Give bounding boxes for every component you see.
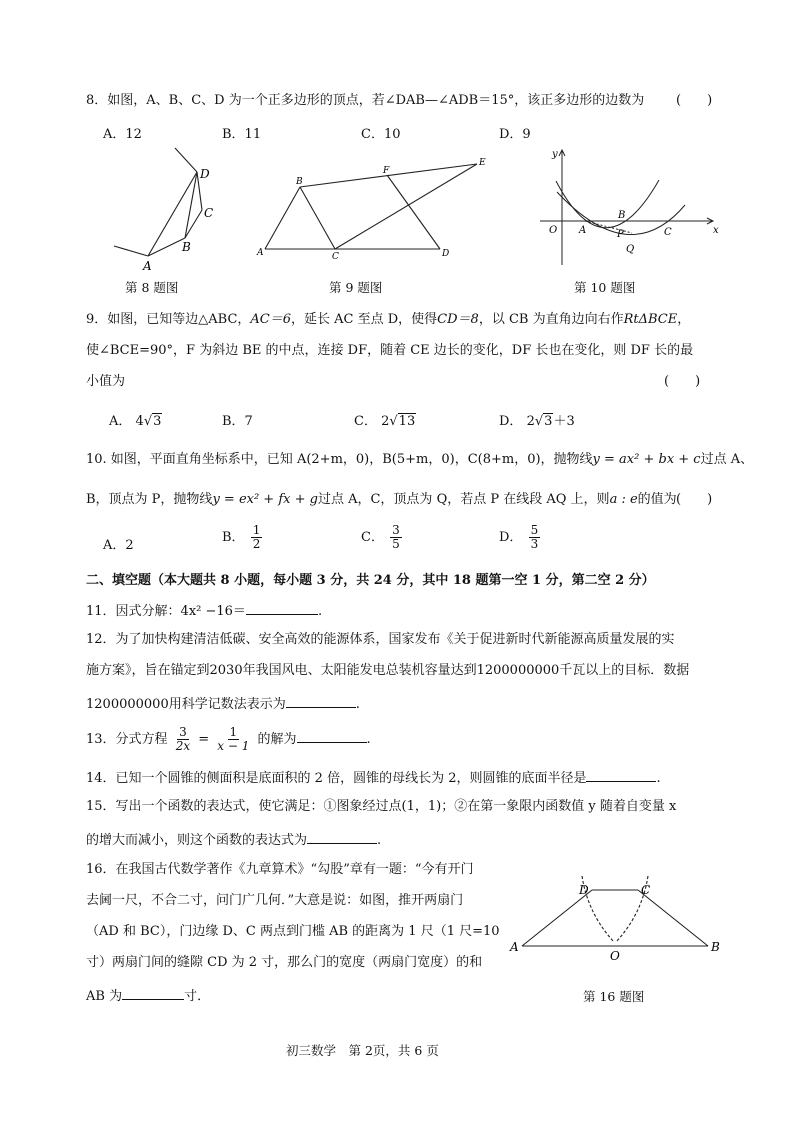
fig9-edge-ce [335, 164, 477, 249]
sqrt-icon: √ [389, 414, 398, 429]
figure-8 [100, 140, 240, 275]
figure-9 [255, 155, 495, 265]
q15-line-2: 的增大而减小，则这个函数的表达式为 . [86, 829, 381, 850]
q16-line-5: AB 为 寸． [86, 985, 210, 1006]
q16-answer-blank[interactable] [122, 985, 184, 1000]
fig16-door-ad [522, 890, 592, 946]
q11: 11．因式分解：4x² −16＝ . [86, 600, 322, 621]
q16-line-2: 去阃一尺，不合二寸，问门广几何．”大意是说：如图，推开两扇门 [86, 893, 464, 908]
fraction: $\frac{1}{2}$ [252, 523, 261, 551]
fig16-label-c: C [641, 883, 651, 897]
q9-option-b: B．7 [222, 414, 253, 429]
fig10-label-o: O [549, 225, 558, 236]
sqrt-icon: √ [143, 414, 153, 429]
fig9-label-f: F [383, 166, 390, 176]
fig9-label-e: E [479, 158, 486, 168]
q10-line-2: B，顶点为 P，抛物线y = ex² + fx + g过点 A，C，顶点为 Q，若点 P 在线段 AQ 上，则a : e的值为 [86, 492, 677, 507]
q9-option-d: D． 2√3＋3 [499, 414, 575, 429]
fig10-label-b: B [618, 210, 626, 221]
figure-10 [535, 145, 725, 270]
fig10-caption: 第 10 题图 [574, 280, 636, 295]
fig8-label-b: B [182, 240, 191, 254]
section-2-heading: 二、填空题（本大题共 8 小题，每小题 3 分，共 24 分，其中 18 题第一空 1 分，第二空 2 分） [86, 573, 655, 588]
q8-option-c: C．10 [361, 127, 401, 142]
q15-answer-blank[interactable] [307, 829, 377, 844]
fig10-label-p: P [617, 229, 624, 240]
q9-line-2: 使∠BCE=90°，F 为斜边 BE 的中点，连接 DF，随着 CE 边长的变化，DF 长也在变化，则 DF 长的最 [86, 343, 694, 358]
fig9-caption: 第 9 题图 [329, 280, 383, 295]
fig8-label-a: A [143, 259, 152, 273]
fig8-label-d: D [200, 167, 210, 181]
q10-option-a: A．2 [103, 538, 134, 553]
fraction: $\frac{1}{x - 1}$ [217, 725, 250, 753]
q11-answer-blank[interactable] [246, 600, 318, 615]
q10-line-1: 10. 如图，平面直角坐标系中，已知 A(2+m，0)，B(5+m，0)，C(8+m，0)，抛物线y = ax² + bx + c过点 A、 [86, 452, 754, 467]
fig10-label-q: Q [626, 244, 635, 255]
q14: 14．已知一个圆锥的侧面积是底面积的 2 倍，圆锥的母线长为 2，则圆锥的底面半径是 . [86, 767, 661, 788]
q9-line-3: 小值为 [86, 374, 126, 389]
fig10-label-c: C [664, 227, 672, 238]
fig10-label-a: A [579, 225, 587, 236]
q15-line-1: 15．写出一个函数的表达式，使它满足：①图象经过点(1，1)；②在第一象限内函数值 y 随着自变量 x [86, 799, 677, 814]
q8-answer-paren: ( ) [676, 93, 713, 108]
q10-option-b: B． $\frac{1}{2}$ [222, 523, 261, 551]
q8-option-a: A．12 [103, 127, 142, 142]
fig9-edge-ab [265, 187, 300, 249]
q12-answer-blank[interactable] [286, 693, 356, 708]
page-footer: 初三数学 第 2页，共 6 页 [286, 1043, 439, 1058]
q16-line-4: 寸）两扇门间的缝隙 CD 为 2 寸，那么门的宽度（两扇门宽度）的和 [86, 955, 483, 970]
fraction: $\frac{5}{3}$ [530, 523, 539, 551]
fig10-segment-aq [585, 221, 632, 233]
fig9-label-d: D [442, 249, 450, 259]
q12-line-1: 12．为了加快构建清洁低碳、安全高效的能源体系，国家发布《关于促进新时代新能源高质量发展的实 [86, 632, 675, 647]
q16-line-3: （AD 和 BC），门边缘 D、C 两点到门槛 AB 的距离为 1 尺（1 尺=10 [86, 924, 500, 939]
q10-option-c: C． $\frac{3}{5}$ [361, 523, 400, 551]
fig9-label-b: B [296, 177, 303, 187]
sqrt-icon: √ [534, 414, 544, 429]
fig10-label-y: y [552, 149, 558, 160]
q12-line-3: 1200000000用科学记数法表示为 . [86, 693, 360, 714]
q12-line-2: 施方案》，旨在锚定到2030年我国风电、太阳能发电总装机容量达到1200000000千瓦以上的目标．数据 [86, 663, 690, 678]
fig8-label-c: C [204, 206, 214, 220]
figure-16 [508, 862, 728, 970]
q9-option-a: A． 4√3 [109, 414, 162, 429]
fig16-label-a: A [510, 940, 519, 954]
fig16-caption: 第 16 题图 [583, 989, 645, 1004]
q9-option-c: C． 2√13 [354, 414, 416, 429]
q8-option-b: B．11 [222, 127, 262, 142]
fig8-edge [114, 246, 148, 256]
fig10-label-x: x [713, 225, 719, 236]
q8-stem: 8．如图，A、B、C、D 为一个正多边形的顶点，若∠DAB—∠ADB＝15°，该正多边形的边数为 [86, 93, 645, 108]
fig16-label-b: B [711, 940, 720, 954]
q8-option-d: D．9 [499, 127, 531, 142]
q16-line-1: 16．在我国古代数学著作《九章算术》“勾股”章有一题：“今有开门 [86, 862, 474, 877]
fig16-label-o: O [610, 949, 620, 963]
fig9-edge-fd [387, 175, 440, 249]
q14-answer-blank[interactable] [586, 767, 656, 782]
q9-answer-paren: ( ) [664, 374, 701, 389]
fig8-caption: 第 8 题图 [125, 280, 179, 295]
q13: 13．分式方程 $\frac{3}{2x}$ = $\frac{1}{x - 1}$ 的解为 . [86, 725, 371, 753]
q13-answer-blank[interactable] [297, 728, 367, 743]
fig8-edge [175, 148, 197, 172]
fig9-label-c: C [332, 252, 339, 262]
q9-line-1: 9．如图，已知等边△ABC，AC＝6，延长 AC 至点 D，使得CD＝8，以 CB 为直角边向右作RtΔBCE， [86, 312, 691, 327]
fig9-label-a: A [257, 248, 264, 258]
q10-option-d: D． $\frac{5}{3}$ [499, 523, 539, 551]
fraction: $\frac{3}{5}$ [392, 523, 400, 551]
fig9-edge-bc [300, 187, 335, 249]
fig16-door-bc [638, 890, 708, 946]
fraction: $\frac{3}{2x}$ [175, 725, 191, 753]
q10-answer-paren: ( ) [676, 492, 713, 507]
fig16-label-d: D [579, 883, 589, 897]
